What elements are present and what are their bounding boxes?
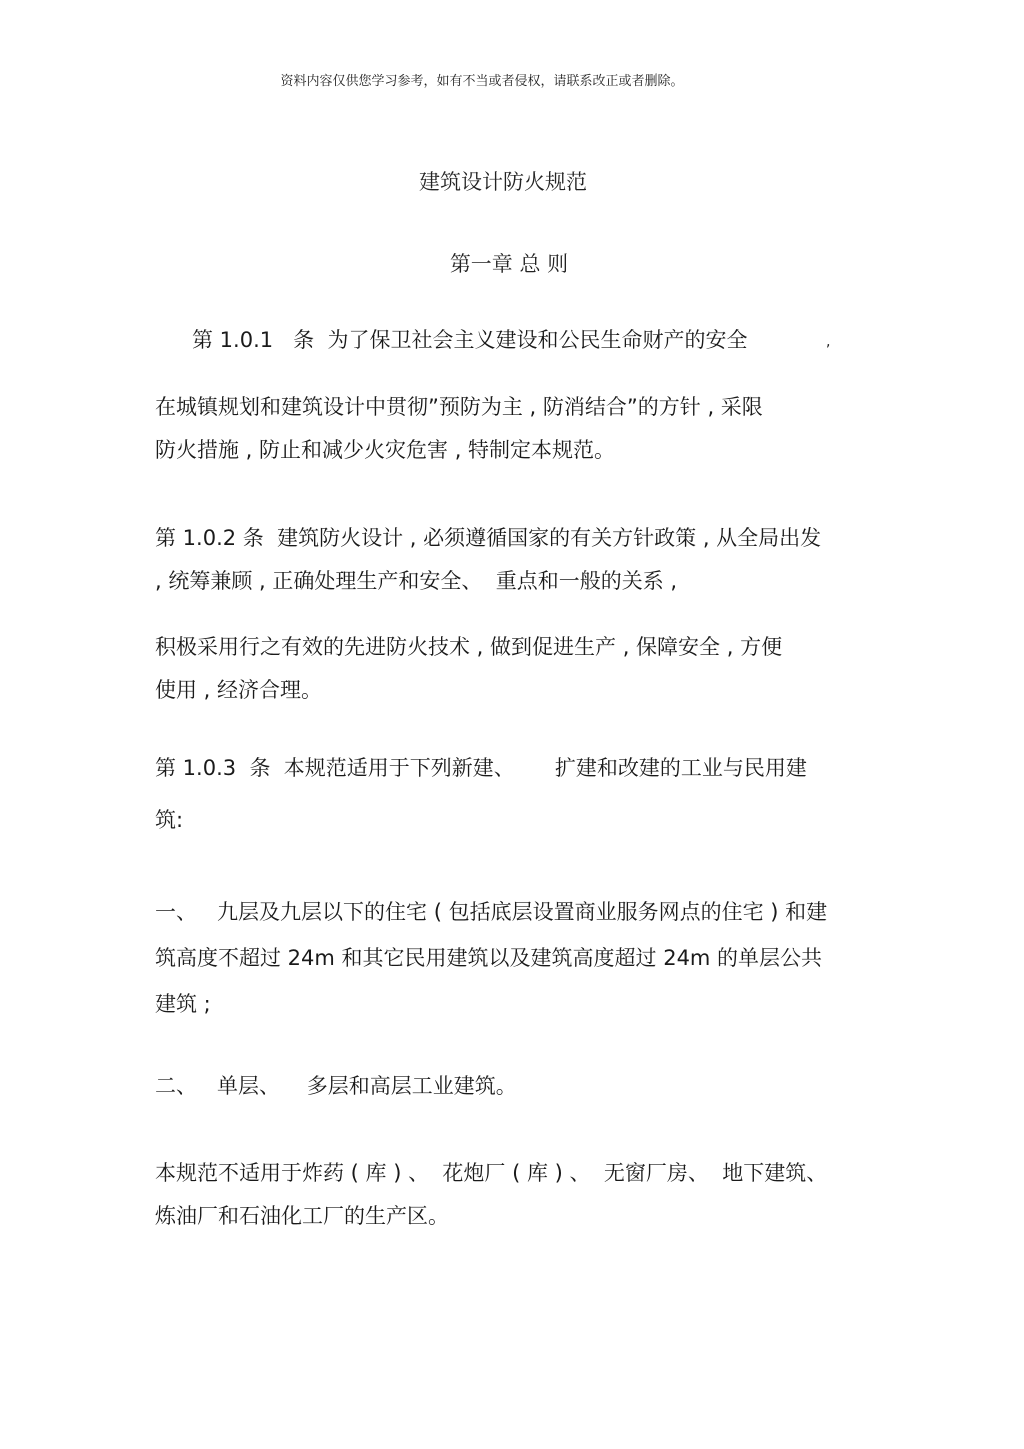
- chapter-title: 第一章 总 则: [449, 252, 569, 276]
- list-item-1-line-1: 一、 九层及九层以下的住宅 ( 包括底层设置商业服务网点的住宅 ) 和建: [155, 900, 828, 924]
- article-1-0-2-line-3: 积极采用行之有效的先进防火技术 , 做到促进生产 , 保障安全 , 方便: [155, 635, 783, 659]
- article-1-0-1-trailing-comma: ,: [826, 334, 831, 350]
- list-item-2-line-1: 二、 单层、 多层和高层工业建筑。: [155, 1074, 517, 1098]
- exclusion-line-2: 炼油厂和石油化工厂的生产区。: [155, 1204, 449, 1228]
- article-1-0-1-line-3: 防火措施 , 防止和减少火灾危害 , 特制定本规范。: [155, 438, 616, 462]
- document-title: 建筑设计防火规范: [419, 170, 587, 194]
- article-1-0-3-line-1: 第 1.0.3 条 本规范适用于下列新建、 扩建和改建的工业与民用建: [155, 756, 807, 780]
- list-item-1-line-2: 筑高度不超过 24m 和其它民用建筑以及建筑高度超过 24m 的单层公共: [155, 946, 823, 970]
- article-1-0-1-line-2: 在城镇规划和建筑设计中贯彻”预防为主 , 防消结合”的方针 , 采限: [155, 395, 763, 419]
- exclusion-line-1: 本规范不适用于炸药 ( 库 ) 、 花炮厂 ( 库 ) 、 无窗厂房、 地下建筑、: [155, 1161, 828, 1185]
- disclaimer-header: 资料内容仅供您学习参考，如有不当或者侵权，请联系改正或者删除。: [280, 74, 684, 89]
- article-1-0-1-line-1: 第 1.0.1 条 为了保卫社会主义建设和公民生命财产的安全: [192, 328, 748, 352]
- article-1-0-2-line-1: 第 1.0.2 条 建筑防火设计 , 必须遵循国家的有关方针政策 , 从全局出发: [155, 526, 822, 550]
- list-item-1-line-3: 建筑 ;: [155, 992, 211, 1016]
- article-1-0-2-line-2: , 统筹兼顾 , 正确处理生产和安全、 重点和一般的关系 ,: [155, 569, 678, 593]
- article-1-0-3-line-2: 筑:: [155, 808, 184, 832]
- article-1-0-2-line-4: 使用 , 经济合理。: [155, 678, 323, 702]
